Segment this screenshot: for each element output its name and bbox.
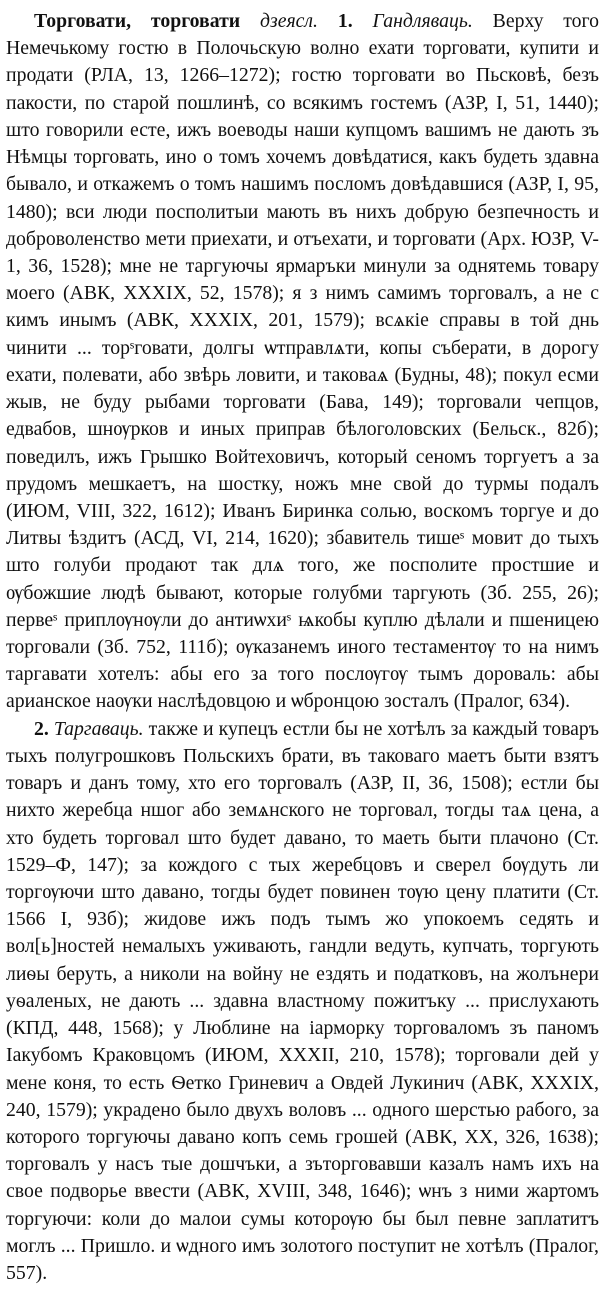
sense-2-citations: также и купецъ естли бы не хотѣлъ за каждый товаръ тыхъ полугрошковъ Польскихъ брати, въ таковаго маетъ быти взятъ товаръ и данъ тому, хто его торговалъ (АЗР, II, 36, 1508); естли бы нихто жеребца ншог або земѧнского не торговал, тогды таѧ цена, а хто будеть торговал што будет давано, то маеть быти плачоно (Ст. 1529–Ф, 147); за кождого с тых жеребцовъ и сверел бѹдуть ли торгѹючи што давано, тогды будет повинен тѹю цену платити (Ст. 1566 I, 93б); жидове ижъ подъ тымъ жо упокоемъ седять и вол[ь]ностей немалыхъ уживають, гандли ведуть, купчать, торгують лиѳы беруть, а николи на войну не ездять и податковъ, на жолънери уѳаленых, не дають ... здавна властному пожитъку ... прислухають (КПД, 448, 1568); у Люблине на іарморку торговаломъ зъ паномъ Іакубомъ Краковцомъ (ИЮМ, XXXII, 210, 1578); торговали дей у мене коня, то есть Ѳетко Гриневич а Овдей Лукинич (АВК, XXXIX, 240, 1579); украдено было двухъ воловъ ... одного шерстью рабого, за которого торгуючы давано копъ семь грошей (АВК, XX, 326, 1638); торговалъ у насъ тые дошчъки, а зъторговавши казалъ намъ ихъ на свое подворье ввести (АВК, XVIII, 348, 1646); ѡнъ з ними жартомъ торгуючи: коли до малои сумы которѹю бы был певне заплатитъ моглъ ... Пришло. и ѡдного имъ золотого поступит не хотѣлъ (Пралог, 557). <box>6 717 599 1285</box>
sense-1-citations: Верху того Немечькому гостю в Полочьскую волно ехати торговати, купити и продати (РЛА, 13, 1266–1272); гостю торговати во Пьсковѣ, безъ пакости, по старой пошлинѣ, со всякимъ гостемъ (АЗР, I, 51, 1440); што говорили есте, ижъ воеводы наши купцомъ вашимъ не дають зъ Нѣмцы торговать, ино о томъ хочемъ довѣдатися, какъ будеть здавна бывало, и откажемъ о томъ нашимъ посломъ довѣдавшися (АЗР, I, 95, 1480); вси люди посполитыи мають въ нихъ добрую безпечность и доброволенство мети приехати, и отъехати, и торговати (Арх. ЮЗР, V-1, 36, 1528); мне не таргуючы ярмаръки минули за однятемь товару моего (АВК, XXXIX, 52, 1578); я з нимъ самимъ торговалъ, а не с кимъ инымъ (АВК, XXXIX, 201, 1579); всѧкіе справы в той днь чинити ... торˢговати, долгы ѡтправлѧти, копы съберати, в дорогу ехати, полевати, або звѣрь ловити, и таковаѧ (Будны, 48); покул есми жыв, не буду рыбами торговати (Бава, 149); торговали чепцов, едвабов, шнѹрков и иных приправ бѣлоголовских (Бельск., 82б); поведилъ, ижъ Грышко Войтеховичъ, который сеномъ торгуетъ а за прудомъ мешкаетъ, на шостку, ножъ мне свой до турмы подалъ (ИЮМ, VIII, 322, 1612); Иванъ Биринка солью, воскомъ торгуе и до Литвы ѣздитъ (АСД, VI, 214, 1620); збавитель тишеˢ мовит до тыхъ што голуби продают так длѧ того, же посполите простшие и ѹбожшие людѣ бывают, которые голубми таргують (Зб. 255, 26); первеˢ приплѹнѹли до антиѡхиˢ ѩкобы куплю дѣлали и пшеницею торговали (Зб. 752, 111б); ѹказанемъ иного тестаментѹ то на нимъ таргавати хотелъ: абы его за того послѹгѹ тымъ дороваль: абы арианское наѹки наслѣдовцою и ѡбронцою зосталъ (Пралог, 634). <box>6 10 600 713</box>
sense-2-gloss: Таргаваць. <box>53 717 144 740</box>
headword: Торговати, торговати <box>34 10 241 32</box>
grammar-label: дзеясл. <box>260 10 318 32</box>
sense-1-number: 1. <box>337 10 353 32</box>
sense-2-paragraph <box>6 716 599 1288</box>
sense-1-paragraph <box>6 8 599 716</box>
sense-2-number: 2. <box>34 717 49 740</box>
sense-1-gloss: Гандляваць. <box>372 10 473 32</box>
